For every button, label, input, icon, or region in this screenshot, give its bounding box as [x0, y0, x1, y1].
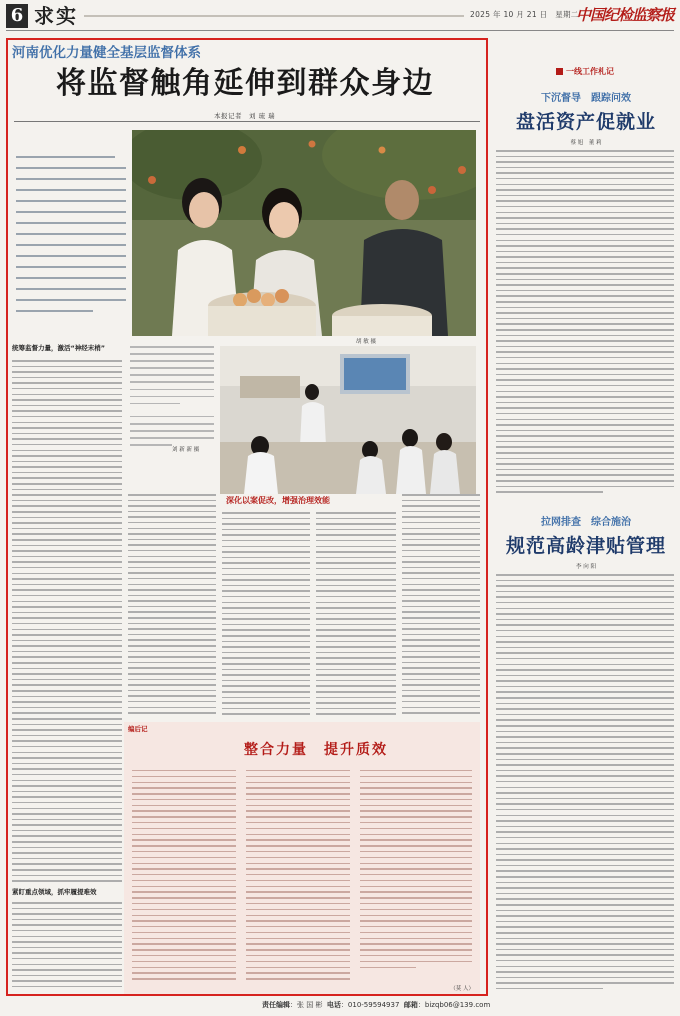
story1-author: 蔡 旭 董 莉	[570, 140, 602, 146]
story1-title: 盘活资产促就业	[515, 111, 656, 133]
square-bullet-icon	[556, 68, 563, 75]
body-column-a2	[12, 902, 122, 992]
commentary-col-1	[132, 770, 236, 988]
lead-byline: 本报记者 刘 琉 瑞	[214, 112, 276, 120]
email-label: 邮箱	[403, 1001, 418, 1009]
sidebar-column-tag: 一线工作札记	[556, 66, 614, 77]
page-number: 6	[6, 4, 28, 28]
story1-body	[496, 150, 674, 498]
masthead-rule	[84, 15, 464, 17]
masthead-divider	[6, 30, 674, 31]
lead-kicker: 河南优化力量健全基层监督体系	[12, 45, 201, 61]
meeting-photo	[220, 346, 476, 494]
story2-title: 规范高龄津贴管理	[505, 535, 666, 557]
story2-author: 李 向 阳	[576, 564, 596, 570]
commentary-author: （莫 人）	[450, 986, 474, 992]
subhead-2: 紧盯重点领域，抓牢履提难效	[12, 888, 97, 896]
issue-date: 2025 年 10 月 21 日 星期二	[470, 10, 579, 19]
body-column-d	[316, 512, 396, 720]
orchard-photo	[132, 130, 476, 336]
editor-label: 责任编辑	[262, 1001, 290, 1009]
lead-headline: 将监督触角延伸到群众身边	[56, 66, 434, 101]
headline-divider	[14, 121, 480, 122]
story2-subtitle: 拉网排查 综合施治	[541, 517, 631, 528]
newspaper-logo: 中国纪检监察报	[576, 6, 675, 24]
commentary-box	[124, 722, 480, 994]
body-column-a	[12, 360, 122, 882]
photo2-caption	[130, 346, 214, 451]
commentary-col-3	[360, 770, 472, 976]
editor-name: 张 国 彬	[297, 1001, 323, 1009]
photo1-credit: 胡 敏 摄	[356, 339, 376, 345]
photo2-credit: 刘 新 新 摄	[172, 447, 200, 453]
subhead-3: 深化以案促改，增强治理效能	[226, 496, 330, 505]
body-column-b	[128, 494, 216, 720]
subhead-1: 统筹监督力量，激活“神经末梢”	[12, 344, 106, 352]
section-title: 求实	[34, 4, 78, 28]
phone-number: 010-59594937	[347, 1001, 400, 1009]
email-address: bizqb06@139.com	[424, 1001, 491, 1009]
page-footer: 责任编辑：张 国 彬 电话：010-59594937 邮箱：bizqb06@139.com	[262, 1001, 491, 1009]
masthead	[0, 0, 680, 34]
story2-body	[496, 574, 674, 994]
commentary-title: 整合力量 提升质效	[244, 742, 388, 758]
body-column-e	[402, 494, 480, 720]
phone-label: 电话	[326, 1001, 341, 1009]
story1-subtitle: 下沉督导 跟踪问效	[541, 93, 631, 104]
body-column-c	[222, 512, 310, 720]
commentary-col-2	[246, 770, 350, 988]
lead-intro	[16, 156, 126, 321]
commentary-tag: 编后记	[128, 725, 148, 733]
